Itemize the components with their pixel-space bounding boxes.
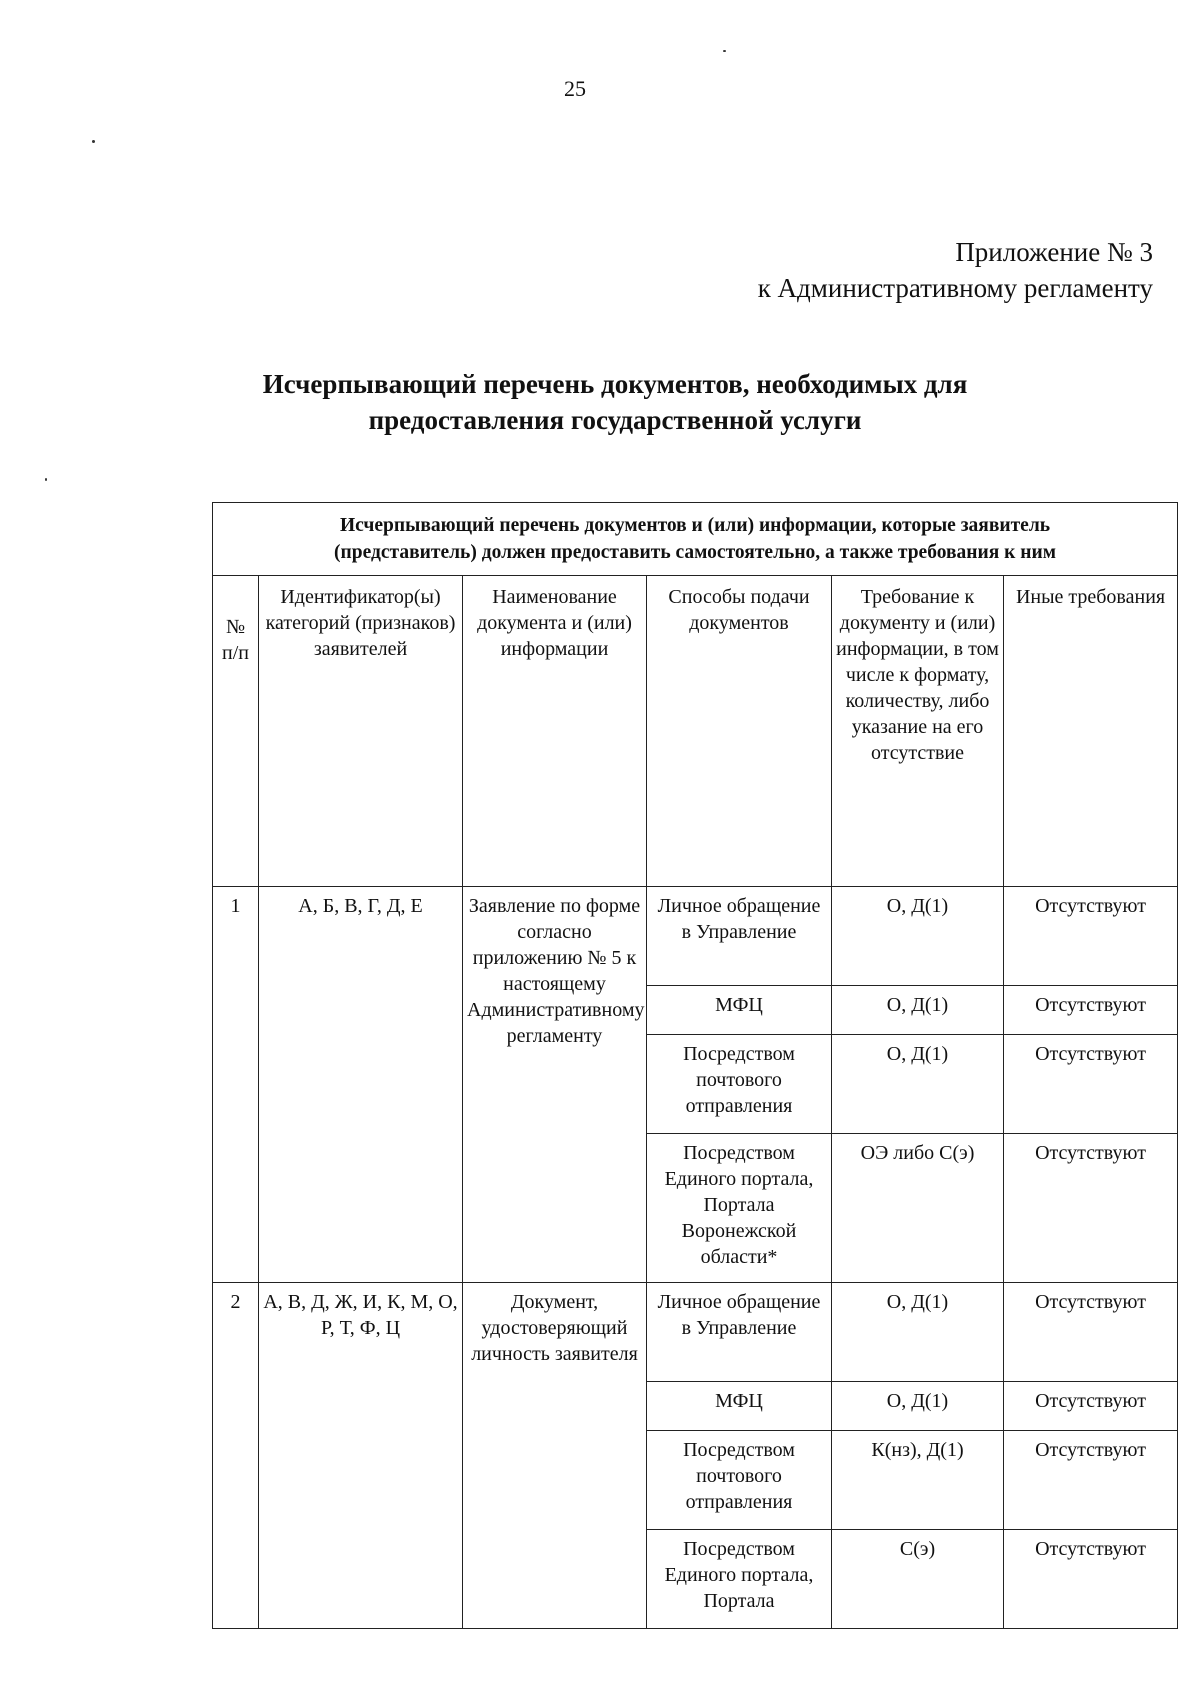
table-group-header-row: [213, 503, 1178, 576]
scan-speck: [92, 140, 95, 143]
requirement: ОЭ либо С(э): [832, 1134, 1004, 1283]
requirement: О, Д(1): [832, 1035, 1004, 1134]
page-number: 25: [564, 76, 586, 101]
submission-method: Посредством почтового отправления: [647, 1035, 832, 1134]
submission-method: Личное обращение в Управление: [647, 1283, 832, 1382]
appendix-reference: [758, 234, 1153, 306]
submission-method: Посредством Единого портала, Портала: [647, 1530, 832, 1629]
submission-method: Посредством Единого портала, Портала Воронежской области*: [647, 1134, 832, 1283]
other-requirements: Отсутствуют: [1004, 1035, 1178, 1134]
appendix-line-2: к Административному регламенту: [757, 273, 1153, 303]
submission-method: Личное обращение в Управление: [647, 887, 832, 986]
table-row: [213, 887, 1178, 986]
requirement: О, Д(1): [832, 986, 1004, 1035]
requirement: О, Д(1): [832, 1283, 1004, 1382]
documents-table: [212, 502, 1178, 1629]
table-row: [213, 1283, 1178, 1382]
row-number: 1: [213, 887, 259, 1283]
column-header-doc-name: Наименование документа и (или) информации: [463, 576, 647, 887]
other-requirements: Отсутствуют: [1004, 887, 1178, 986]
scan-speck: [45, 478, 47, 481]
requirement: О, Д(1): [832, 887, 1004, 986]
column-header-categories: Идентификатор(ы) категорий (признаков) заявителей: [259, 576, 463, 887]
other-requirements: Отсутствуют: [1004, 986, 1178, 1035]
submission-method: Посредством почтового отправления: [647, 1431, 832, 1530]
column-header-requirements: Требование к документу и (или) информации, в том числе к формату, количеству, либо указание на его отсутствие: [832, 576, 1004, 887]
other-requirements: Отсутствуют: [1004, 1382, 1178, 1431]
submission-method: МФЦ: [647, 986, 832, 1035]
other-requirements: Отсутствуют: [1004, 1283, 1178, 1382]
row-categories: А, Б, В, Г, Д, Е: [259, 887, 463, 1283]
appendix-line-1: Приложение № 3: [955, 237, 1153, 267]
table-group-header: Исчерпывающий перечень документов и (или) информации, которые заявитель (представитель) должен предоставить самостоятельно, а также требования к ним: [213, 503, 1178, 576]
column-header-other: Иные требования: [1004, 576, 1178, 887]
row-number: 2: [213, 1283, 259, 1629]
column-header-methods: Способы подачи документов: [647, 576, 832, 887]
row-doc-name: Заявление по форме согласно приложению № 5 к настоящему Административному регламенту: [463, 887, 647, 1283]
submission-method: МФЦ: [647, 1382, 832, 1431]
other-requirements: Отсутствуют: [1004, 1530, 1178, 1629]
requirement: С(э): [832, 1530, 1004, 1629]
row-doc-name: Документ, удостоверяющий личность заявителя: [463, 1283, 647, 1629]
other-requirements: Отсутствуют: [1004, 1134, 1178, 1283]
document-title-line-2: предоставления государственной услуги: [368, 405, 862, 435]
column-header-num: № п/п: [213, 576, 259, 887]
row-categories: А, В, Д, Ж, И, К, М, О, Р, Т, Ф, Ц: [259, 1283, 463, 1629]
document-title: [240, 366, 990, 438]
document-title-line-1: Исчерпывающий перечень документов, необходимых для: [262, 369, 968, 399]
requirement: К(нз), Д(1): [832, 1431, 1004, 1530]
table-column-headers: [213, 576, 1178, 887]
scan-speck: [723, 50, 726, 52]
requirement: О, Д(1): [832, 1382, 1004, 1431]
other-requirements: Отсутствуют: [1004, 1431, 1178, 1530]
